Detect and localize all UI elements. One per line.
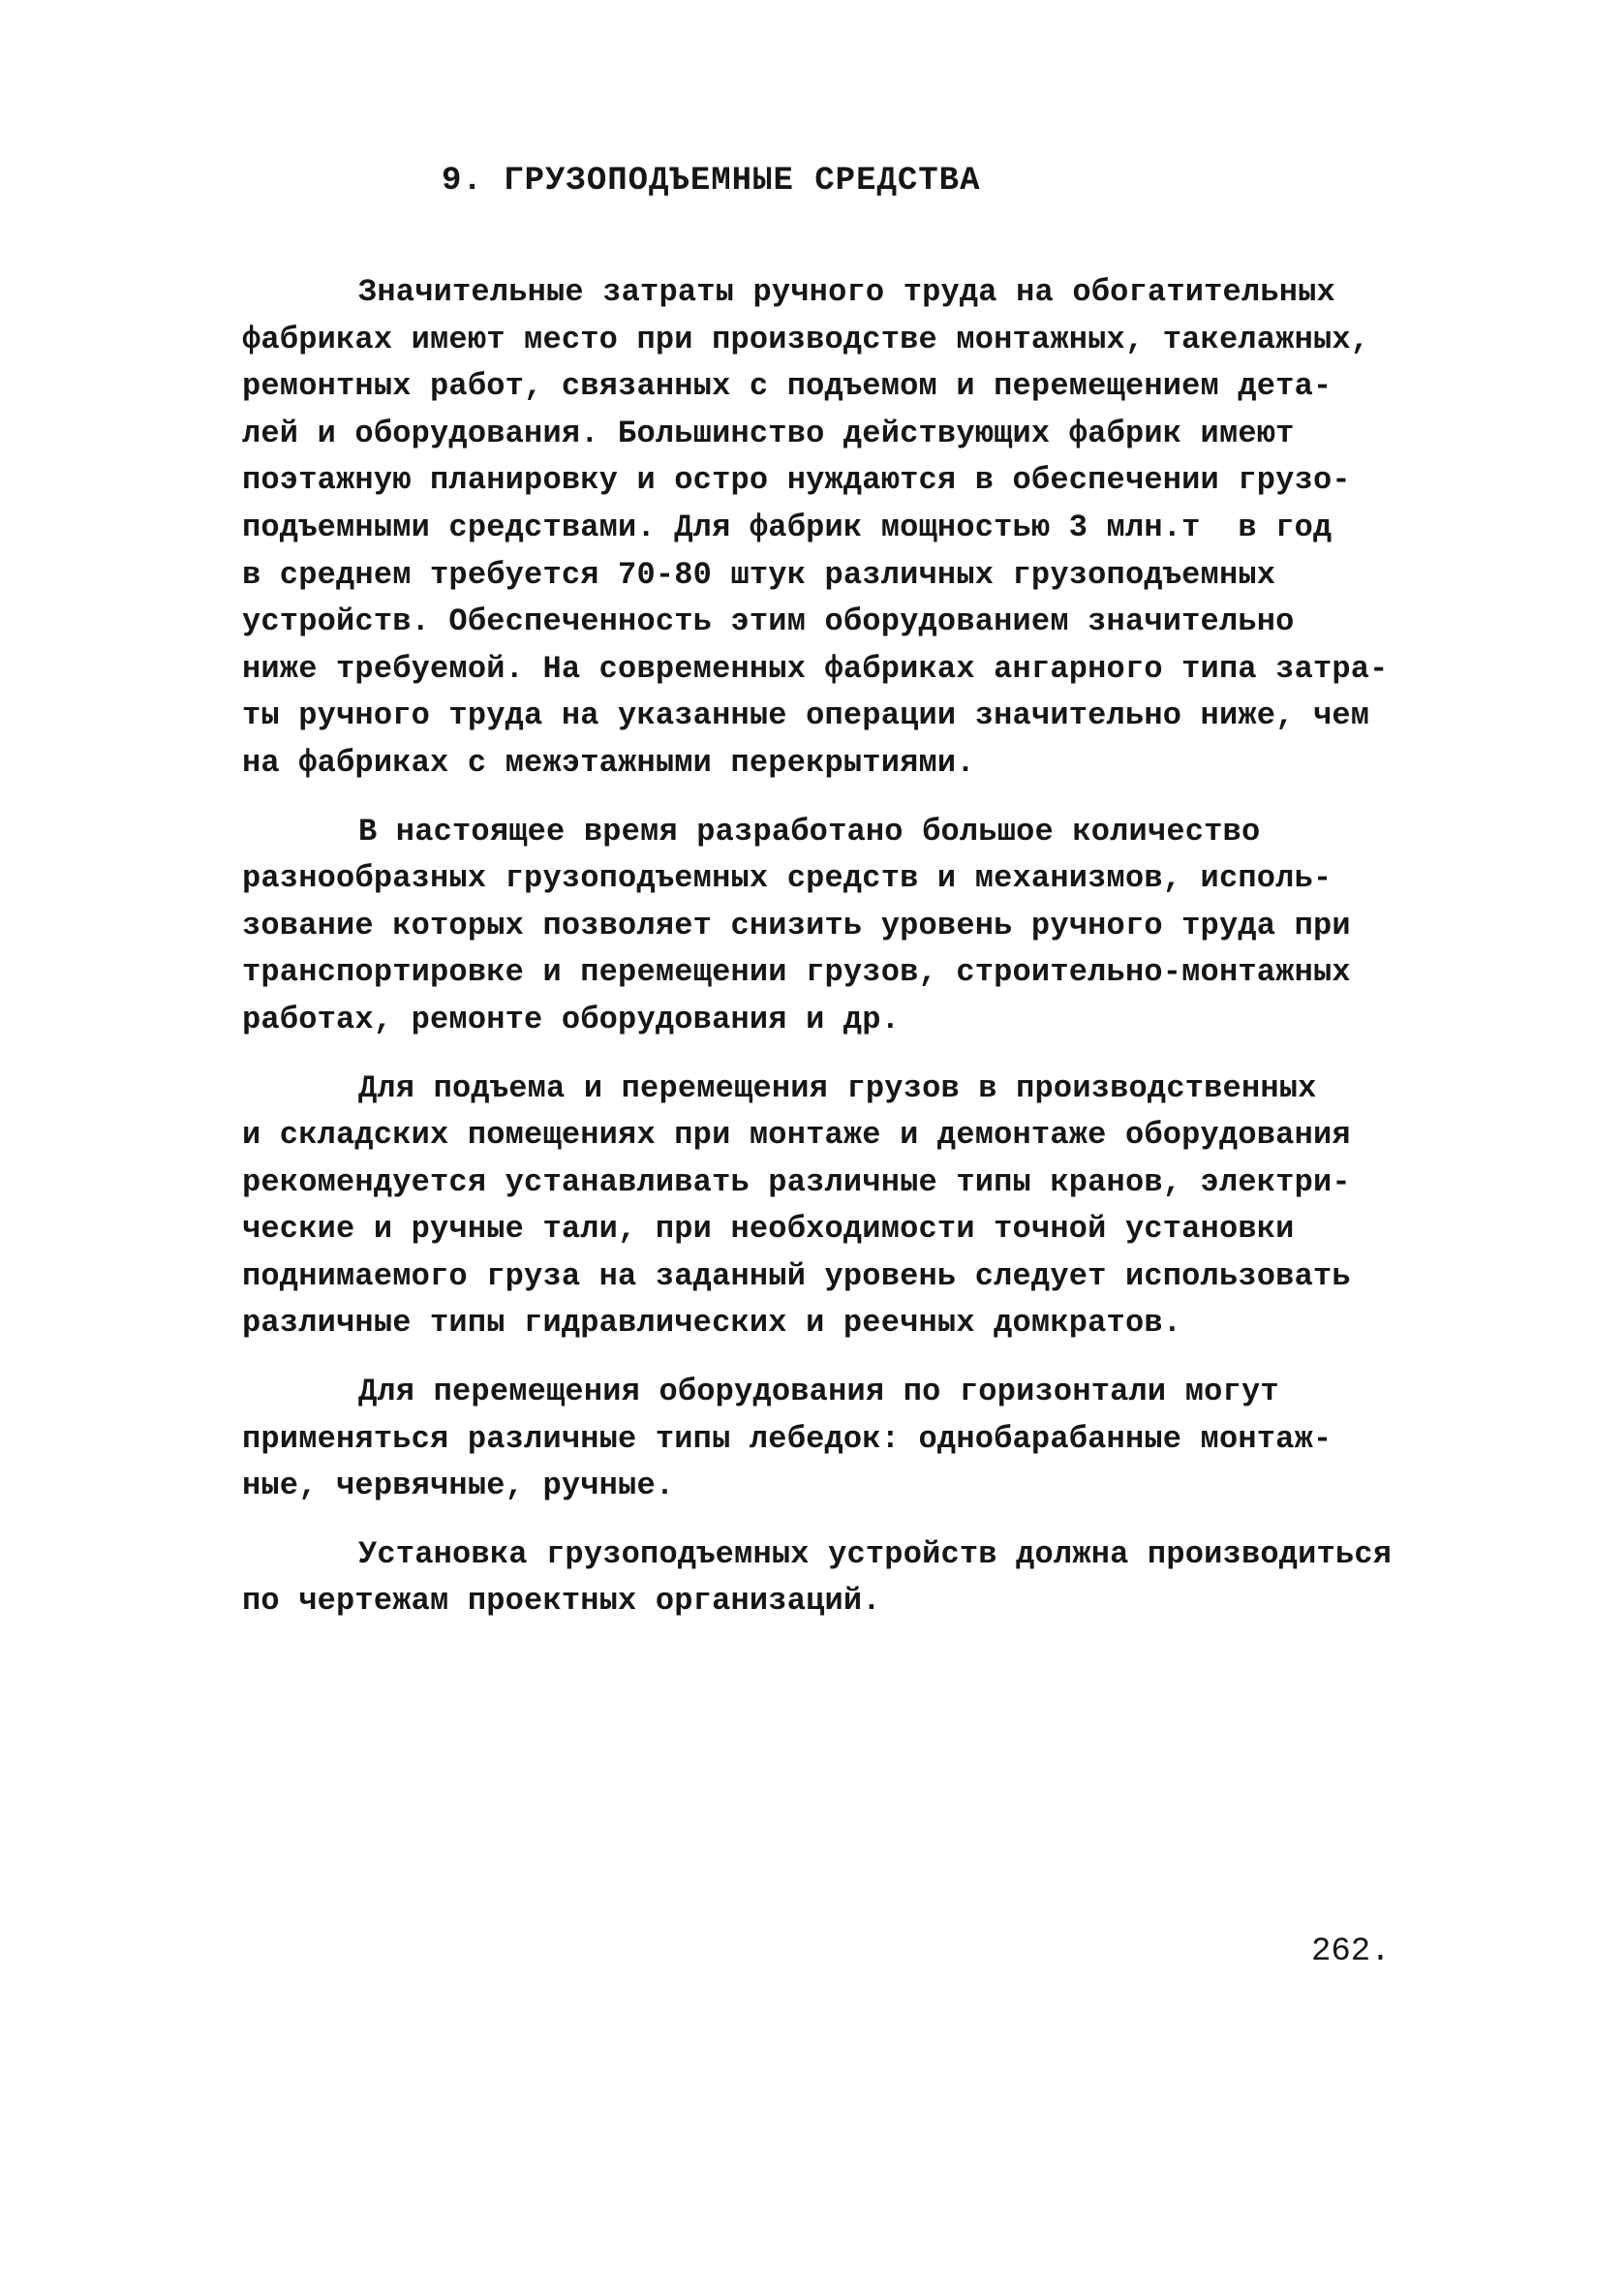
text-line: применяться различные типы лебедок: однобарабанные монтаж- bbox=[242, 1420, 1333, 1457]
body-text bbox=[242, 269, 1462, 1647]
text-line: лей и оборудования. Большинство действующих фабрик имеют bbox=[242, 415, 1295, 451]
text-line: работах, ремонте оборудования и др. bbox=[242, 1001, 901, 1037]
paragraph-1 bbox=[242, 269, 1462, 788]
text-line: подъемными средствами. Для фабрик мощностью 3 млн.т в год bbox=[242, 509, 1333, 545]
text-line: разнообразных грузоподъемных средств и механизмов, исполь- bbox=[242, 860, 1333, 897]
text-line: Для подъема и перемещения грузов в производственных bbox=[358, 1069, 1317, 1106]
text-line: зование которых позволяет снизить уровень ручного труда при bbox=[242, 907, 1351, 943]
text-line: Для перемещения оборудования по горизонтали могут bbox=[358, 1374, 1279, 1410]
paragraph-5 bbox=[242, 1531, 1462, 1625]
page-number: 262. bbox=[1311, 1933, 1391, 1970]
text-line: устройств. Обеспеченность этим оборудованием значительно bbox=[242, 603, 1295, 640]
paragraph-4 bbox=[242, 1369, 1462, 1510]
text-line: транспортировке и перемещении грузов, строительно-монтажных bbox=[242, 954, 1351, 991]
text-line: Значительные затраты ручного труда на обогатительных bbox=[358, 274, 1335, 310]
text-line: ческие и ручные тали, при необходимости точной установки bbox=[242, 1211, 1295, 1248]
text-line: поднимаемого груза на заданный уровень следует использовать bbox=[242, 1257, 1351, 1294]
text-line: ниже требуемой. На современных фабриках ангарного типа затра- bbox=[242, 650, 1389, 687]
paragraph-2 bbox=[242, 809, 1462, 1044]
text-line: поэтажную планировку и остро нуждаются в обеспечении грузо- bbox=[242, 462, 1351, 499]
text-line: фабриках имеют место при производстве монтажных, такелажных, bbox=[242, 321, 1370, 357]
text-line: на фабриках с межэтажными перекрытиями. bbox=[242, 744, 975, 781]
text-line: по чертежам проектных организаций. bbox=[242, 1583, 881, 1620]
text-line: рекомендуется устанавливать различные типы кранов, электри- bbox=[242, 1163, 1351, 1200]
text-line: В настоящее время разработано большое количество bbox=[358, 813, 1261, 850]
text-line: различные типы гидравлических и реечных домкратов. bbox=[242, 1305, 1182, 1342]
text-line: ты ручного труда на указанные операции значительно ниже, чем bbox=[242, 697, 1370, 734]
text-line: ные, червячные, ручные. bbox=[242, 1468, 675, 1504]
text-line: ремонтных работ, связанных с подъемом и перемещением дета- bbox=[242, 368, 1333, 405]
text-line: в среднем требуется 70-80 штук различных грузоподъемных bbox=[242, 556, 1276, 593]
paragraph-3 bbox=[242, 1066, 1462, 1348]
section-heading: 9. ГРУЗОПОДЪЕМНЫЕ СРЕДСТВА bbox=[442, 163, 981, 200]
text-line: и складских помещениях при монтаже и демонтаже оборудования bbox=[242, 1117, 1351, 1154]
text-line: Установка грузоподъемных устройств должна производиться bbox=[358, 1535, 1393, 1572]
